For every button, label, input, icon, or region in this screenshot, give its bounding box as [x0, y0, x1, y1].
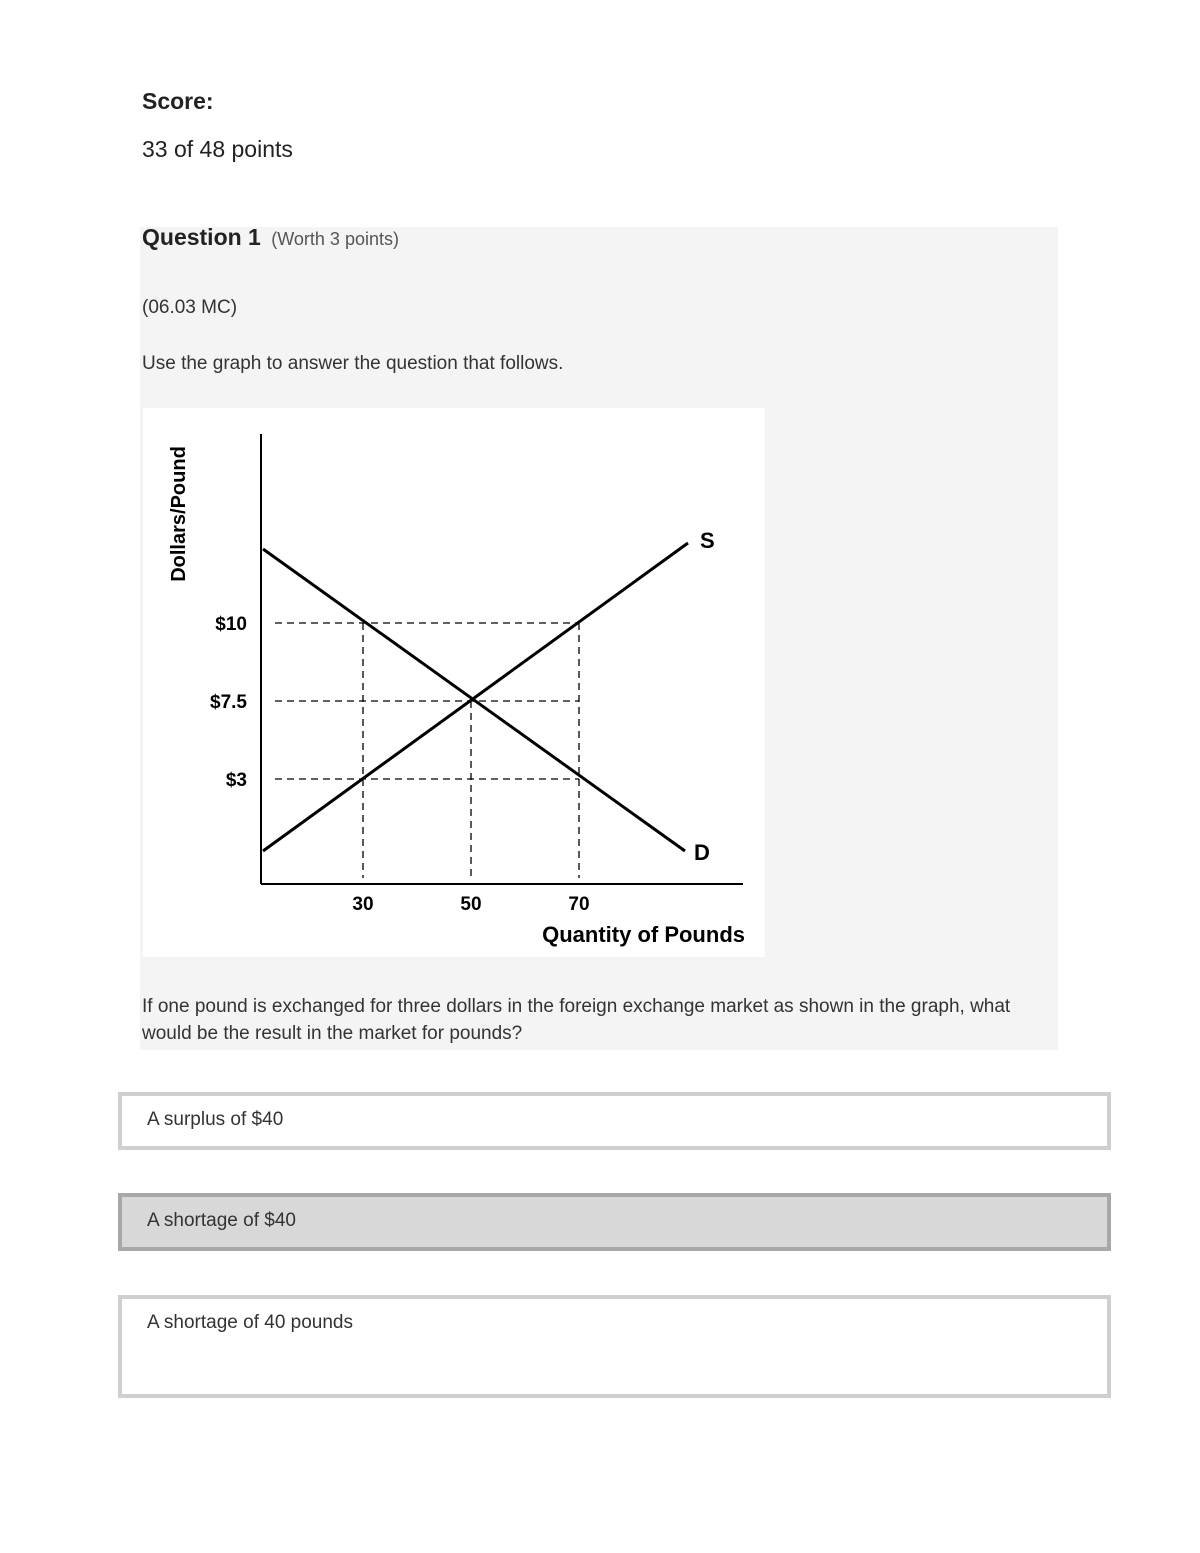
demand-label: D — [694, 840, 710, 865]
answer-option-1[interactable] — [118, 1092, 1111, 1150]
x-tick-label: 70 — [568, 894, 590, 915]
question-heading — [142, 224, 399, 251]
y-tick-label: $10 — [215, 614, 247, 635]
question-worth: (Worth 3 points) — [271, 229, 399, 249]
x-tick-label: 30 — [352, 894, 374, 915]
x-tick-label: 50 — [460, 894, 482, 915]
y-tick-label: $7.5 — [210, 692, 247, 713]
score-value: 33 of 48 points — [142, 136, 293, 162]
question-code: (06.03 MC) — [142, 297, 238, 318]
answer-option-1-label: A surplus of $40 — [147, 1109, 284, 1130]
y-tick-label: $3 — [225, 770, 247, 791]
answer-option-2[interactable] — [118, 1193, 1111, 1251]
answer-option-3[interactable] — [118, 1295, 1111, 1398]
question-text: If one pound is exchanged for three dollars in the foreign exchange market as shown in the graph, what would be the result in the market for pounds? — [142, 996, 1011, 1044]
supply-line — [263, 543, 688, 851]
question-instruction: Use the graph to answer the question that follows. — [142, 353, 564, 374]
score-label: Score: — [142, 88, 214, 114]
answer-option-3-label: A shortage of 40 pounds — [147, 1312, 353, 1333]
question-title: Question 1 — [142, 224, 261, 250]
answer-option-2-label: A shortage of $40 — [147, 1210, 296, 1231]
supply-label: S — [700, 528, 715, 553]
supply-demand-graph — [143, 408, 765, 957]
chart-svg — [143, 408, 765, 957]
y-axis-label: Dollars/Pound — [168, 446, 190, 582]
x-axis-label: Quantity of Pounds — [542, 922, 745, 947]
